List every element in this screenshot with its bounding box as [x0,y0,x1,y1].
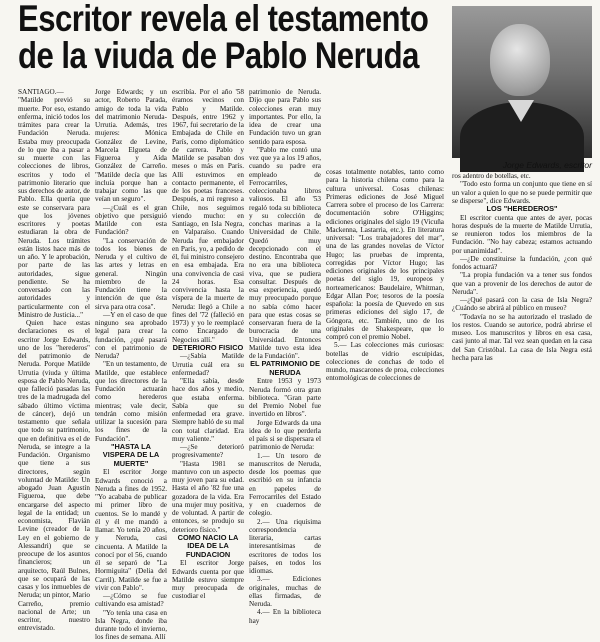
article-column-5 [326,168,444,493]
column-3-paragraph-6: El escritor Jorge Edwards cuenta por que Matilde estuvo siempre muy preocupada de custodiar el [172,559,244,601]
column-4-subhead: EL PATRIMONIO DE NERUDA [250,359,320,377]
column-6-paragraph-4: —¿De constituirse la fundación, ¿con qué fondos actuará? [452,254,592,271]
column-4-paragraph-5: 1.— Un tesoro de manuscritos de Neruda, desde los poemas que escribió en su infancia en papeles de Ferrocarriles del Estado y en cuadernos de colegio. [249,451,321,518]
article-column-6 [452,172,592,493]
column-6-paragraph-3: El escritor cuenta que antes de ayer, pocas horas después de la muerte de Matilde Urrutia, se reunieron todos los miembros de la Fundación. "No hay cabeza; estamos actuando por unanimidad". [452,213,592,255]
column-2-paragraph-5: "En un testamento, de Matilde, que establece que los directores de la Fundación actuarán como herederos mientras; vale decir, tendrán como misión utilizar la sucesión para los fines de la Fundación". [95,360,167,443]
column-4-paragraph-4: Jorge Edwards da una idea de lo que perderla el país si se dispersara el patrimonio de Neruda: [249,418,321,452]
article-column-2 [95,88,167,642]
column-6-subhead: LOS "HEREDEROS" [486,204,558,213]
column-6-paragraph-6: —¿Qué pasará con la casa de Isla Negra? ¿Cuándo se abrirá al público en museo? [452,296,592,313]
column-2-subhead: "HASTA LA VISPERA DE LA MUERTE" [102,441,160,468]
column-4-paragraph-3: Entre 1953 y 1973 Neruda formó otra gran biblioteca. "Gran parte del Premio Nobel fue invertido en libros". [249,377,321,419]
column-1-paragraph-2: Quien hace estas declaraciones es el escritor Jorge Edwards, uno de los "herederos" del patrimonio de Neruda. Porque Matilde Urrutia (viuda y última esposa de Pablo Neruda, que falleció pasadas las tres de la madrugada del sábado último víctima de cáncer), dejó un testamento que señala que todo su patrimonio, que en definitiva es el de Neruda, se integre a la Fundación. Organismo que tiene a sus directores, según voluntad de Matilde: Un abogado Juan Agustín Figueroa, que debe encargarse del aspecto legal de la entidad; un economista, Flavián Levine (creador de la Ley en el gobierno de Alessandri) que se preocupe de los asuntos financieros; un arquitecto, Raúl Bulnes, que se ocupará de las casas y los inmuebles de Neruda; un pintor, Mario Carreño, premio nacional de Arte; un escritor, nuestro entrevistado. [18,319,90,633]
column-2-paragraph-4: —Y en el caso de que ninguno sea aprobado legal para crear la fundación, ¿qué pasará con el patrimonio de Neruda? [95,310,167,360]
column-4-paragraph-7: 3.— Ediciones originales, muchas de ellas firmadas, de Neruda. [249,575,321,608]
column-2-paragraph-8: "Yo tenía una casa en Isla Negra, donde iba durante todo el invierno, los fines de semana. Allí [95,608,167,642]
column-1-paragraph-1: SANTIAGO.— "Matilde previó su muerte. Por eso, estando enferma, inició todos los trámites para crear la Fundación Neruda. Estaba muy preocupada de lo que iba a pasar a su muerte con las colecciones de libros, escritos y todo el patrimonio literario que sus derechos de autor, de Pablo. Ella quería que este se conservara para que los jóvenes escritores y poetas estudiaran la obra de Neruda. Los trámites están listos hace más de un año. Y le aprobación, por parte de las autoridades, sigue pendiente. Se ha conversado con las autoridades y particularmente con el Ministro de Justicia..." [18,88,90,319]
article-column-4 [249,88,321,625]
photo-caption: Jorge Edwards, escritor [502,160,592,170]
column-4-paragraph-8: 4.— En la biblioteca hay [249,608,321,625]
column-3-paragraph-4: —¿Se deterioró progresivamente? [172,443,244,460]
column-2-paragraph-7: —¿Cómo se fue cultivando esa amistad? [95,592,167,609]
column-3-paragraph-2: —¿Sabía Matilde Urrutia cuál era su enfermedad? [172,352,244,377]
column-3-paragraph-1: escribía. Por el año '58 éramos vecinos con Pablo y Matilde. Después, entre 1962 y 1967, fui secretario de la Embajada de Chile en París, como diplomático de carrera. Pablo y Matilde se pasaban dos meses o más en París. Allí estuvimos en contacto permanente, el de los poetas franceses. Después, a mi regreso a Chile, nos seguimos viendo mucho: en Santiago, en Isla Negra, en Valparaíso. Cuando Neruda fue embajador en París, yo, a pedido de él, fui ministro consejero en esa embajada. Era una convivencia de casi 24 horas. Esa convivencia hasta la víspera de la muerte de Neruda: llegó a Chile a fines del '72 (falleció en 1973) y yo le reemplacé como Encargado de Negocios allí." [172,88,244,344]
portrait-photo [452,6,592,158]
column-6-paragraph-2: "Todo esto forma un conjunto que tiene en sí un valor a quien lo que no se puede permitir que se disperse", dice Edwards. [452,180,592,205]
column-5-paragraph-1: cosas totalmente notables, tanto como para la historia chilena como para la cultura universal. Cosas chilenas: Primeras ediciones de José Miguel Carrera sobre el proceso de los Carrera: documentación sobre O'Higgins; ediciones originales del siglo 19 (Vicuña Mackenna, Lastarria, etc.). En literatura universal: "Los trabajadores del mar", una de las grandes novelas de Víctor Hugo; las pruebas de imprenta, corregidas por Víctor Hugo; las ediciones originales de los principales poetas del siglo 19, europeos y norteamericanos: Baudelaire, Whitman, Edgar Allan Poe; tesoros de la poesía española: la poesía de Quevedo en sus primeras ediciones del siglo 17, de Góngora, etc. También, uno de los originales de Shakespeare, que lo compró con el premio Nobel. [326,168,444,341]
column-3-subhead-2: COMO NACIO LA IDEA DE LA FUNDACION [177,532,239,559]
column-4-paragraph-1: patrimonio de Neruda. Dijo que para Pablo sus colecciones eran muy importantes. Por ello, la idea de crear una Fundación tuvo un gran sentido para esposa. [249,88,321,146]
column-4-paragraph-6: 2.— Una riquísima correspondencia literaria, cartas interesantísimas de escritores de todos los países, en todos los idiomas. [249,517,321,575]
article-column-1 [18,88,90,633]
column-2-paragraph-3: "La conservación de todos los bienes de Neruda y el cultivo de las artes y letras en general. Ningún miembro de la Fundación tiene la intención de que ésta sirva para otra cosa". [95,236,167,311]
headline-line-2: de la viuda de Pablo Neruda [18,35,419,76]
headline [18,0,429,76]
column-2-paragraph-2: —¿Cuál es el gran objetivo que persiguió Matilde con esta Fundación? [95,203,167,237]
photo-figure-head [490,24,550,96]
column-3-paragraph-3: "Ella sabía, desde hace dos años y medio, que estaba enferma. Sabía que su enfermedad era grave. Siempre habló de su mal con total claridad. Era muy valiente." [172,377,244,443]
column-3-paragraph-5: "Hasta 1981 se mantuvo con un aspecto muy joven para su edad. Hasta el año '82 fue una gozadora de la vida. Era una mujer muy positiva, de voluntad. A partir de entonces, se produjo su deterioro físico." [172,459,244,534]
article-column-3 [172,88,244,601]
column-2-paragraph-1: Jorge Edwards; y un actor, Roberto Parada, amigo de toda la vida del matrimonio Neruda-Urrutia. Además, tres mujeres: Mónica González de Levine, Marcela Elgueta de Figueroa y Aída González de Carreño. "Matilde decía que las incluía porque han a trabajar como las que veían un seguro". [95,88,167,204]
column-6-paragraph-7: "Todavía no se ha autorizado el traslado de los restos. Cuando se autorice, podrá abrirse el museo. Los manuscritos y libros en esa casa, casi junto al mar. Tal vez sean quedan en la casa del San Cristóbal. La casa de Isla Negra está hecha para las [452,312,592,362]
column-5-paragraph-2: 5.— Las colecciones más curiosas: botellas de vidrio escuipidas, colecciones de conchas de todo el mundo, mascarones de proa, colecciones entomológicas de colecciones de [326,341,444,383]
headline-line-1: Escritor revela el testamento [18,0,429,39]
column-3-subhead: DETERIORO FISICO [172,342,244,352]
column-6-paragraph-1: ros adentro de botellas, etc. [452,172,531,180]
column-4-paragraph-2: "Pablo me contó una vez que ya a los 19 años, cuando su padre era empleado de Ferrocarriles, coleccionaba libros valiosos. El año '53 regaló toda su biblioteca y su colección de conchas marinas a la Universidad de Chile. Quedó muy decepcionado con el destino. Encontraba que no era una biblioteca viva, que se pudiera consultar. Después de esa experiencia, quedó muy preocupado porque no sabía cómo hacer para que estas cosas se conservaran fuera de la burocracia de una Universidad. Entonces Matilde tuvo esta idea de la Fundación". [249,145,321,360]
column-6-paragraph-5: "La propia fundación va a tener sus fondos que van a provenir de los derechos de autor de Neruda". [452,271,592,296]
column-2-paragraph-6: El escritor Jorge Edwards conoció a Neruda a fines de 1952. "Yo acababa de publicar mi primer libro de cuentos. Se lo mandé y él y él me mandó a llamar. Yo tenía 20 años, y Neruda, casi cincuenta. A Matilde la conocí por el 56, cuando él se separó de "La Hormiguita" (Delia del Carril). Matilde se fue a vivir con Pablo". [95,468,167,592]
